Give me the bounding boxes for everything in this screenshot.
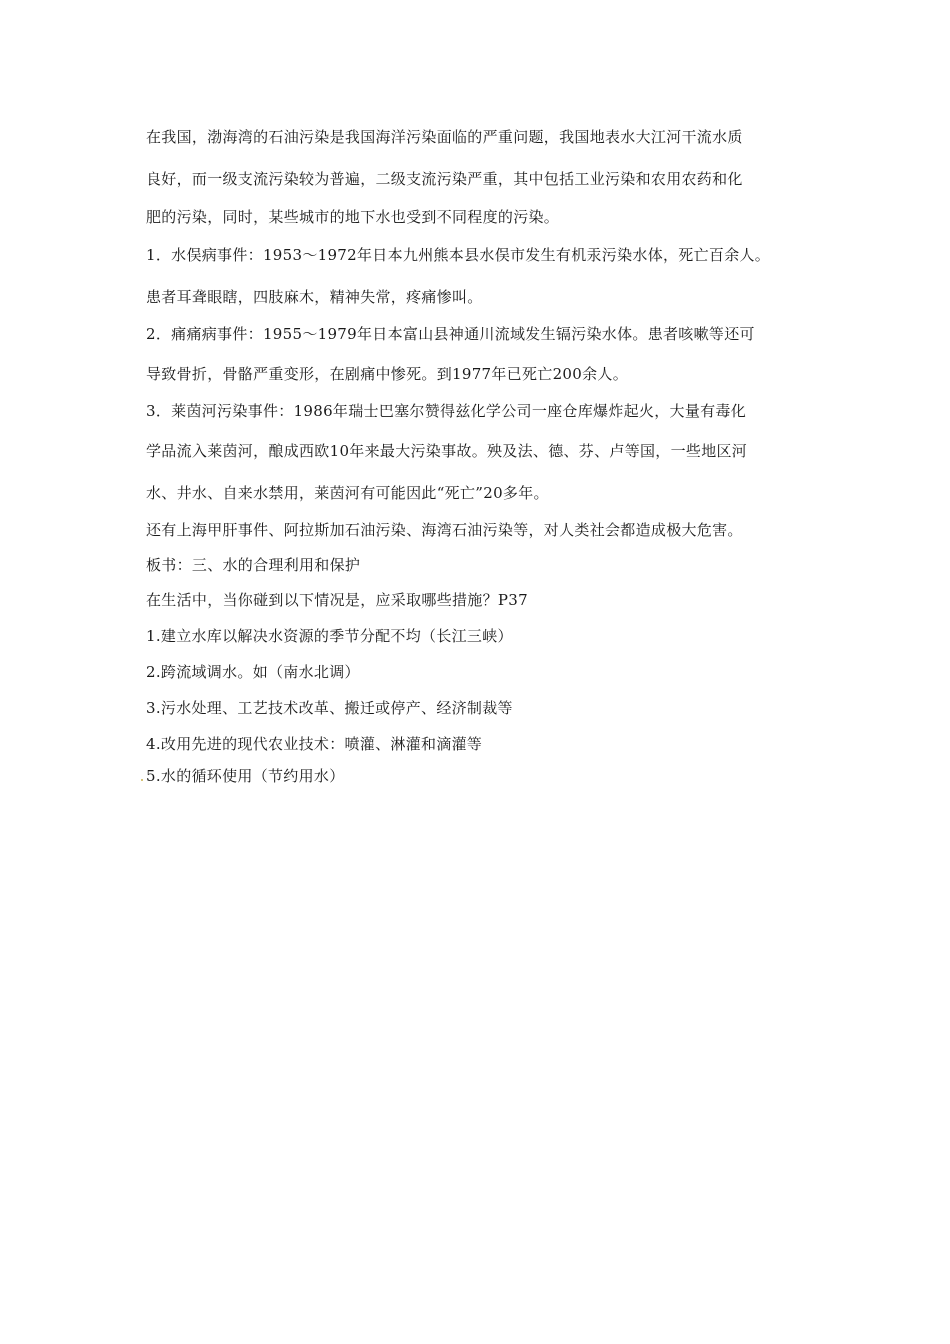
event-1-line-1: 1．水俣病事件：1953～1972年日本九州熊本县水俣市发生有机汞污染水体，死亡百余人。 [146,246,771,264]
event-2-line-1: 2．痛痛病事件：1955～1979年日本富山县神通川流域发生镉污染水体。患者咳嗽等还可 [146,325,755,343]
paragraph-line-1: 在我国，渤海湾的石油污染是我国海洋污染面临的严重问题，我国地表水大江河干流水质 [146,128,743,146]
blackboard-heading: 板书：三、水的合理利用和保护 [146,556,361,574]
event-3-line-3: 水、井水、自来水禁用，莱茵河有可能因此“死亡”20多年。 [146,484,549,502]
paragraph-line-2: 良好，而一级支流污染较为普遍，二级支流污染严重，其中包括工业污染和农用农药和化 [146,170,743,188]
measure-item-2: 2.跨流域调水。如（南水北调） [146,663,360,681]
summary-line: 还有上海甲肝事件、阿拉斯加石油污染、海湾石油污染等，对人类社会都造成极大危害。 [146,521,743,539]
event-2-line-2: 导致骨折，骨骼严重变形，在剧痛中惨死。到1977年已死亡200余人。 [146,365,629,383]
event-1-line-2: 患者耳聋眼瞎，四肢麻木，精神失常，疼痛惨叫。 [146,288,483,306]
event-3-line-1: 3．莱茵河污染事件：1986年瑞士巴塞尔赞得兹化学公司一座仓库爆炸起火，大量有毒化 [146,402,747,420]
stray-mark [141,779,143,781]
event-3-line-2: 学品流入莱茵河，酿成西欧10年来最大污染事故。殃及法、德、芬、卢等国，一些地区河 [146,442,748,460]
measure-item-3: 3.污水处理、工艺技术改革、搬迁或停产、经济制裁等 [146,699,513,717]
measure-item-4: 4.改用先进的现代农业技术：喷灌、淋灌和滴灌等 [146,735,483,753]
question-line: 在生活中，当你碰到以下情况是，应采取哪些措施？P37 [146,591,528,609]
measure-item-5: 5.水的循环使用（节约用水） [146,767,345,785]
measure-item-1: 1.建立水库以解决水资源的季节分配不均（长江三峡） [146,627,513,645]
paragraph-line-3: 肥的污染，同时，某些城市的地下水也受到不同程度的污染。 [146,208,560,226]
